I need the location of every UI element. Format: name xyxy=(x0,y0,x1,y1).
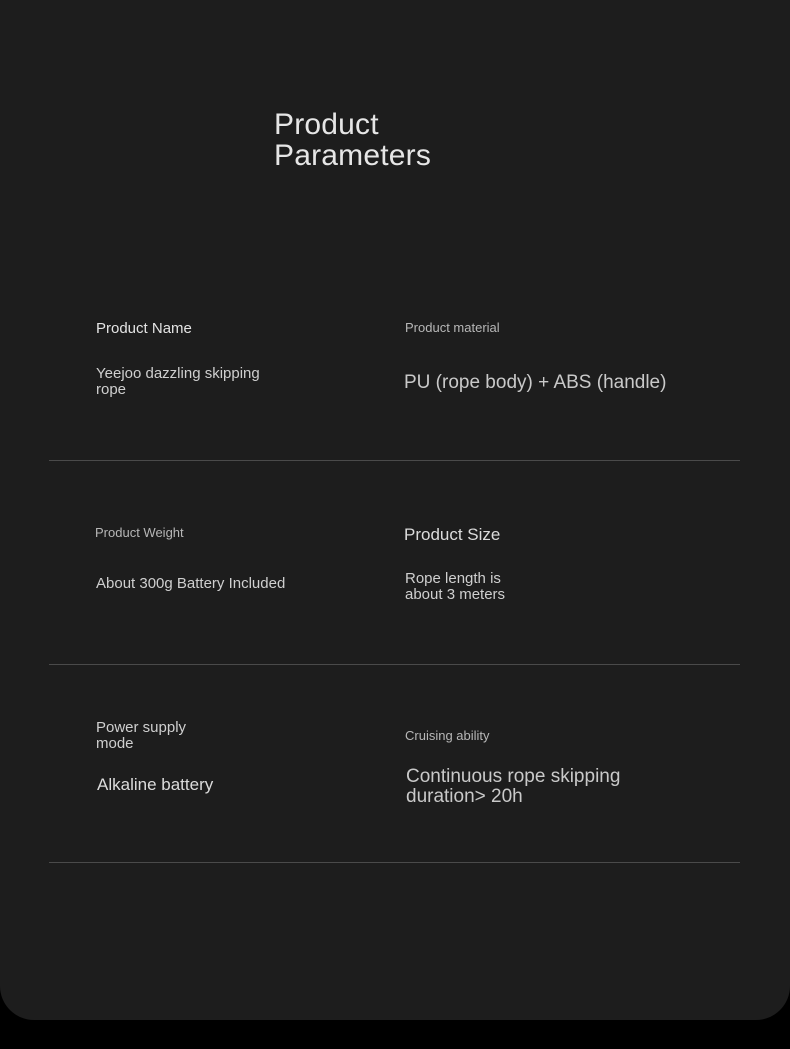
divider-row-2 xyxy=(49,664,740,665)
product-size-value: Rope length is about 3 meters xyxy=(405,570,506,603)
product-material-value: PU (rope body) + ABS (handle) xyxy=(404,372,667,393)
product-material-label: Product material xyxy=(405,320,500,335)
power-supply-value: Alkaline battery xyxy=(97,775,214,794)
cruising-ability-label: Cruising ability xyxy=(405,728,490,743)
product-name-value: Yeejoo dazzling skipping rope xyxy=(96,365,260,398)
product-size-label: Product Size xyxy=(404,525,501,544)
product-weight-value: About 300g Battery Included xyxy=(96,575,286,592)
product-weight-label: Product Weight xyxy=(95,525,184,540)
divider-row-1 xyxy=(49,460,740,461)
divider-row-3 xyxy=(49,862,740,863)
product-name-label: Product Name xyxy=(96,320,192,337)
power-supply-label: Power supply mode xyxy=(96,719,187,752)
page-title: Product Parameters xyxy=(274,108,432,172)
cruising-ability-value: Continuous rope skipping duration> 20h xyxy=(406,766,621,807)
